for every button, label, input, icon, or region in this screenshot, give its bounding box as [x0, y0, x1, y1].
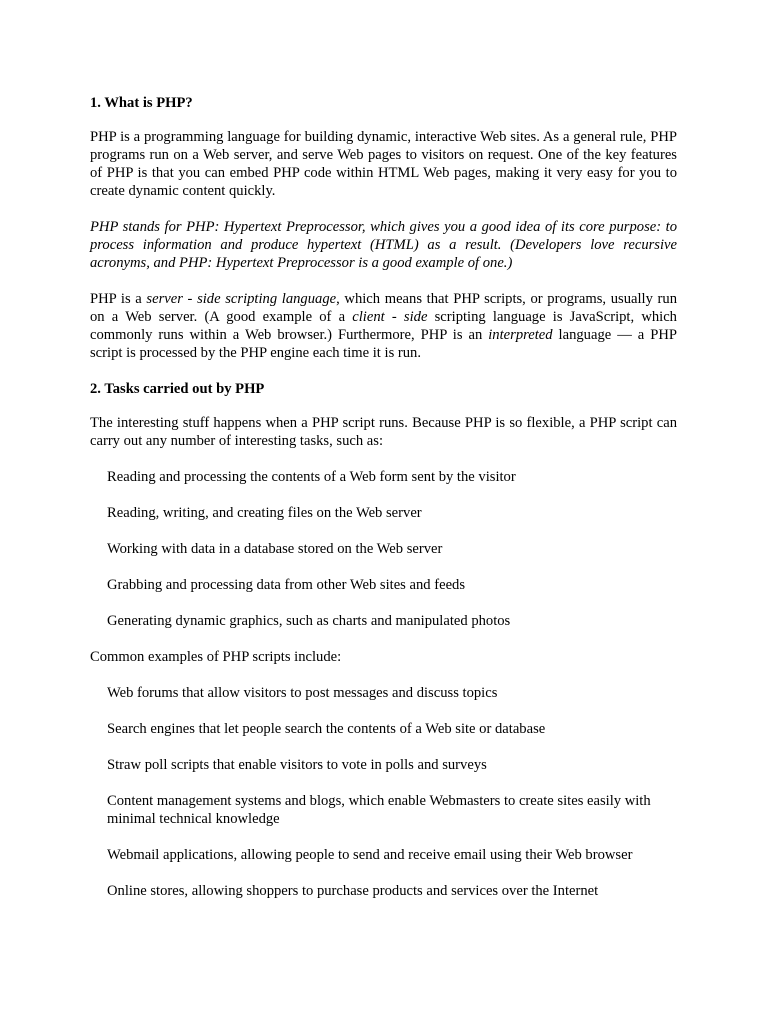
list-item: Web forums that allow visitors to post messages and discuss topics — [107, 685, 498, 701]
text-run: , which means that PHP scripts, or programs, usually run on a Web server. (A good example of a — [90, 291, 677, 325]
section-heading-tasks: 2. Tasks carried out by PHP — [90, 381, 265, 397]
examples-intro: Common examples of PHP scripts include: — [90, 649, 342, 665]
list-item: Reading, writing, and creating files on the Web server — [107, 505, 422, 521]
document-page — [90, 94, 677, 918]
list-item: Search engines that let people search the contents of a Web site or database — [107, 721, 546, 737]
emphasis-server-side: server - side scripting language — [146, 291, 337, 307]
paragraph-server-side — [90, 290, 677, 362]
list-item: Reading and processing the contents of a Web form sent by the visitor — [107, 469, 516, 485]
section-heading-what-is-php: 1. What is PHP? — [90, 95, 193, 111]
emphasis-client-side: client - side — [352, 309, 428, 325]
text-run: PHP is a — [90, 291, 147, 307]
paragraph-tasks-intro: The interesting stuff happens when a PHP script runs. Because PHP is so flexible, a PHP script can carry out any number of interesting tasks, such as: — [90, 415, 677, 449]
tasks-list — [90, 468, 677, 630]
list-item: Working with data in a database stored on the Web server — [107, 541, 443, 557]
examples-list — [90, 684, 677, 900]
list-item: Online stores, allowing shoppers to purchase products and services over the Internet — [107, 883, 599, 899]
emphasis-interpreted: interpreted — [488, 327, 553, 343]
list-item: Webmail applications, allowing people to send and receive email using their Web browser — [107, 847, 633, 863]
text-run: language — a PHP script is processed by the PHP engine each time it is run. — [90, 327, 677, 361]
list-item: Grabbing and processing data from other Web sites and feeds — [107, 577, 466, 593]
list-item: Generating dynamic graphics, such as charts and manipulated photos — [107, 613, 511, 629]
list-item: Straw poll scripts that enable visitors to vote in polls and surveys — [107, 757, 487, 773]
text-run: scripting language is JavaScript, which commonly runs within a Web browser.) Furthermore, PHP is an — [90, 309, 677, 343]
paragraph-php-overview: PHP is a programming language for building dynamic, interactive Web sites. As a general rule, PHP programs run on a Web server, and serve Web pages to visitors on request. One of the key features of PHP is that you can embed PHP code within HTML Web pages, making it very easy for you to create dynamic content quickly. — [90, 129, 677, 199]
list-item: Content management systems and blogs, which enable Webmasters to create sites easily with minimal technical knowledge — [107, 793, 651, 827]
paragraph-php-acronym: PHP stands for PHP: Hypertext Preprocessor, which gives you a good idea of its core purpose: to process information and produce hypertext (HTML) as a result. (Developers love recursive acronyms, and PHP: Hypertext Preprocessor is a good example of one.) — [90, 219, 677, 271]
